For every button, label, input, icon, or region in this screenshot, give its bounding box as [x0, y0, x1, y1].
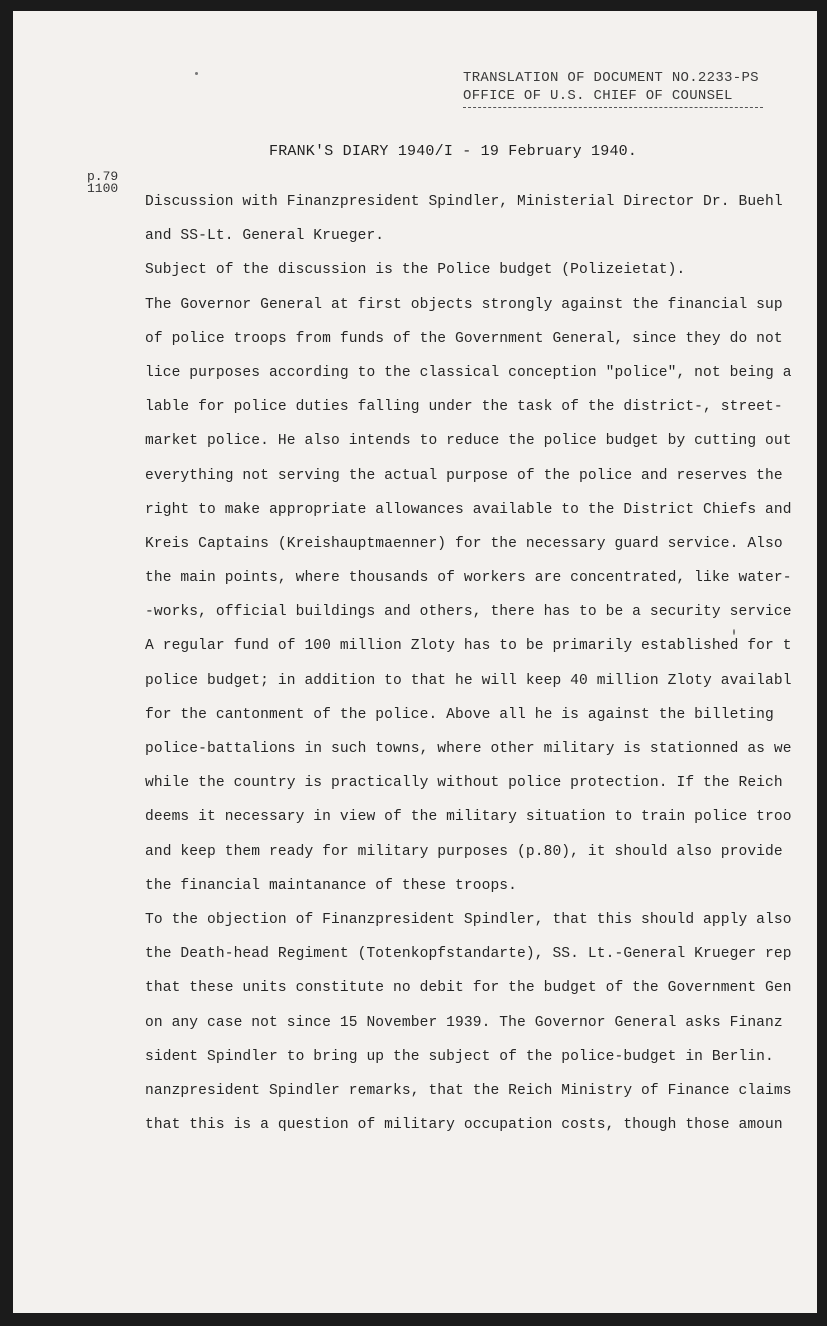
- text-line: Subject of the discussion is the Police budget (Polizeietat).: [145, 262, 686, 279]
- page-title: FRANK'S DIARY 1940/I - 19 February 1940.: [269, 143, 638, 160]
- text-line: and keep them ready for military purposes (p.80), it should also provide: [145, 843, 783, 860]
- text-line: right to make appropriate allowances available to the District Chiefs and: [145, 501, 792, 518]
- text-line: while the country is practically without police protection. If the Reich: [145, 775, 783, 792]
- margin-annotation: [87, 171, 118, 195]
- page-reference: p.79: [87, 169, 119, 184]
- text-line: lable for police duties falling under the task of the district-, street-: [145, 399, 783, 416]
- text-line: -works, official buildings and others, there has to be a security service: [145, 604, 792, 621]
- header-line-1: TRANSLATION OF DOCUMENT NO.2233-PS: [463, 70, 759, 86]
- text-line: Kreis Captains (Kreishauptmaenner) for the necessary guard service. Also: [145, 535, 783, 552]
- time-reference: 1100: [87, 181, 119, 196]
- document-page: [13, 11, 817, 1313]
- text-line: the financial maintanance of these troops.: [145, 877, 518, 894]
- text-line: lice purposes according to the classical conception "police", not being a: [145, 364, 792, 381]
- translation-header: [463, 69, 763, 108]
- paper-speck: [733, 629, 735, 635]
- paper-speck: [195, 72, 198, 75]
- text-line: and SS-Lt. General Krueger.: [145, 228, 385, 245]
- text-line: the main points, where thousands of workers are concentrated, like water-: [145, 570, 792, 587]
- text-line: sident Spindler to bring up the subject of the police-budget in Berlin.: [145, 1048, 774, 1065]
- text-line: market police. He also intends to reduce the police budget by cutting out: [145, 433, 792, 450]
- diary-body: [145, 185, 805, 1142]
- text-line: everything not serving the actual purpose of the police and reserves the: [145, 467, 783, 484]
- text-line: the Death-head Regiment (Totenkopfstandarte), SS. Lt.-General Krueger rep: [145, 946, 792, 963]
- text-line: on any case not since 15 November 1939. The Governor General asks Finanz: [145, 1014, 783, 1031]
- text-line: The Governor General at first objects strongly against the financial sup: [145, 296, 783, 313]
- text-line: that this is a question of military occupation costs, though those amoun: [145, 1117, 783, 1134]
- text-line: A regular fund of 100 million Zloty has to be primarily established for t: [145, 638, 792, 655]
- text-line: Discussion with Finanzpresident Spindler, Ministerial Director Dr. Buehl: [145, 194, 783, 210]
- text-line: deems it necessary in view of the military situation to train police troo: [145, 809, 792, 826]
- header-line-2: OFFICE OF U.S. CHIEF OF COUNSEL: [463, 88, 733, 104]
- text-line: that these units constitute no debit for the budget of the Government Gen: [145, 980, 792, 997]
- text-line: To the objection of Finanzpresident Spindler, that this should apply also: [145, 911, 792, 928]
- text-line: for the cantonment of the police. Above all he is against the billeting: [145, 706, 774, 723]
- text-line: police-battalions in such towns, where other military is stationned as we: [145, 741, 792, 757]
- text-line: police budget; in addition to that he will keep 40 million Zloty availabl: [145, 672, 792, 689]
- text-line: nanzpresident Spindler remarks, that the Reich Ministry of Finance claims: [145, 1082, 792, 1099]
- text-line: of police troops from funds of the Government General, since they do not: [145, 330, 783, 347]
